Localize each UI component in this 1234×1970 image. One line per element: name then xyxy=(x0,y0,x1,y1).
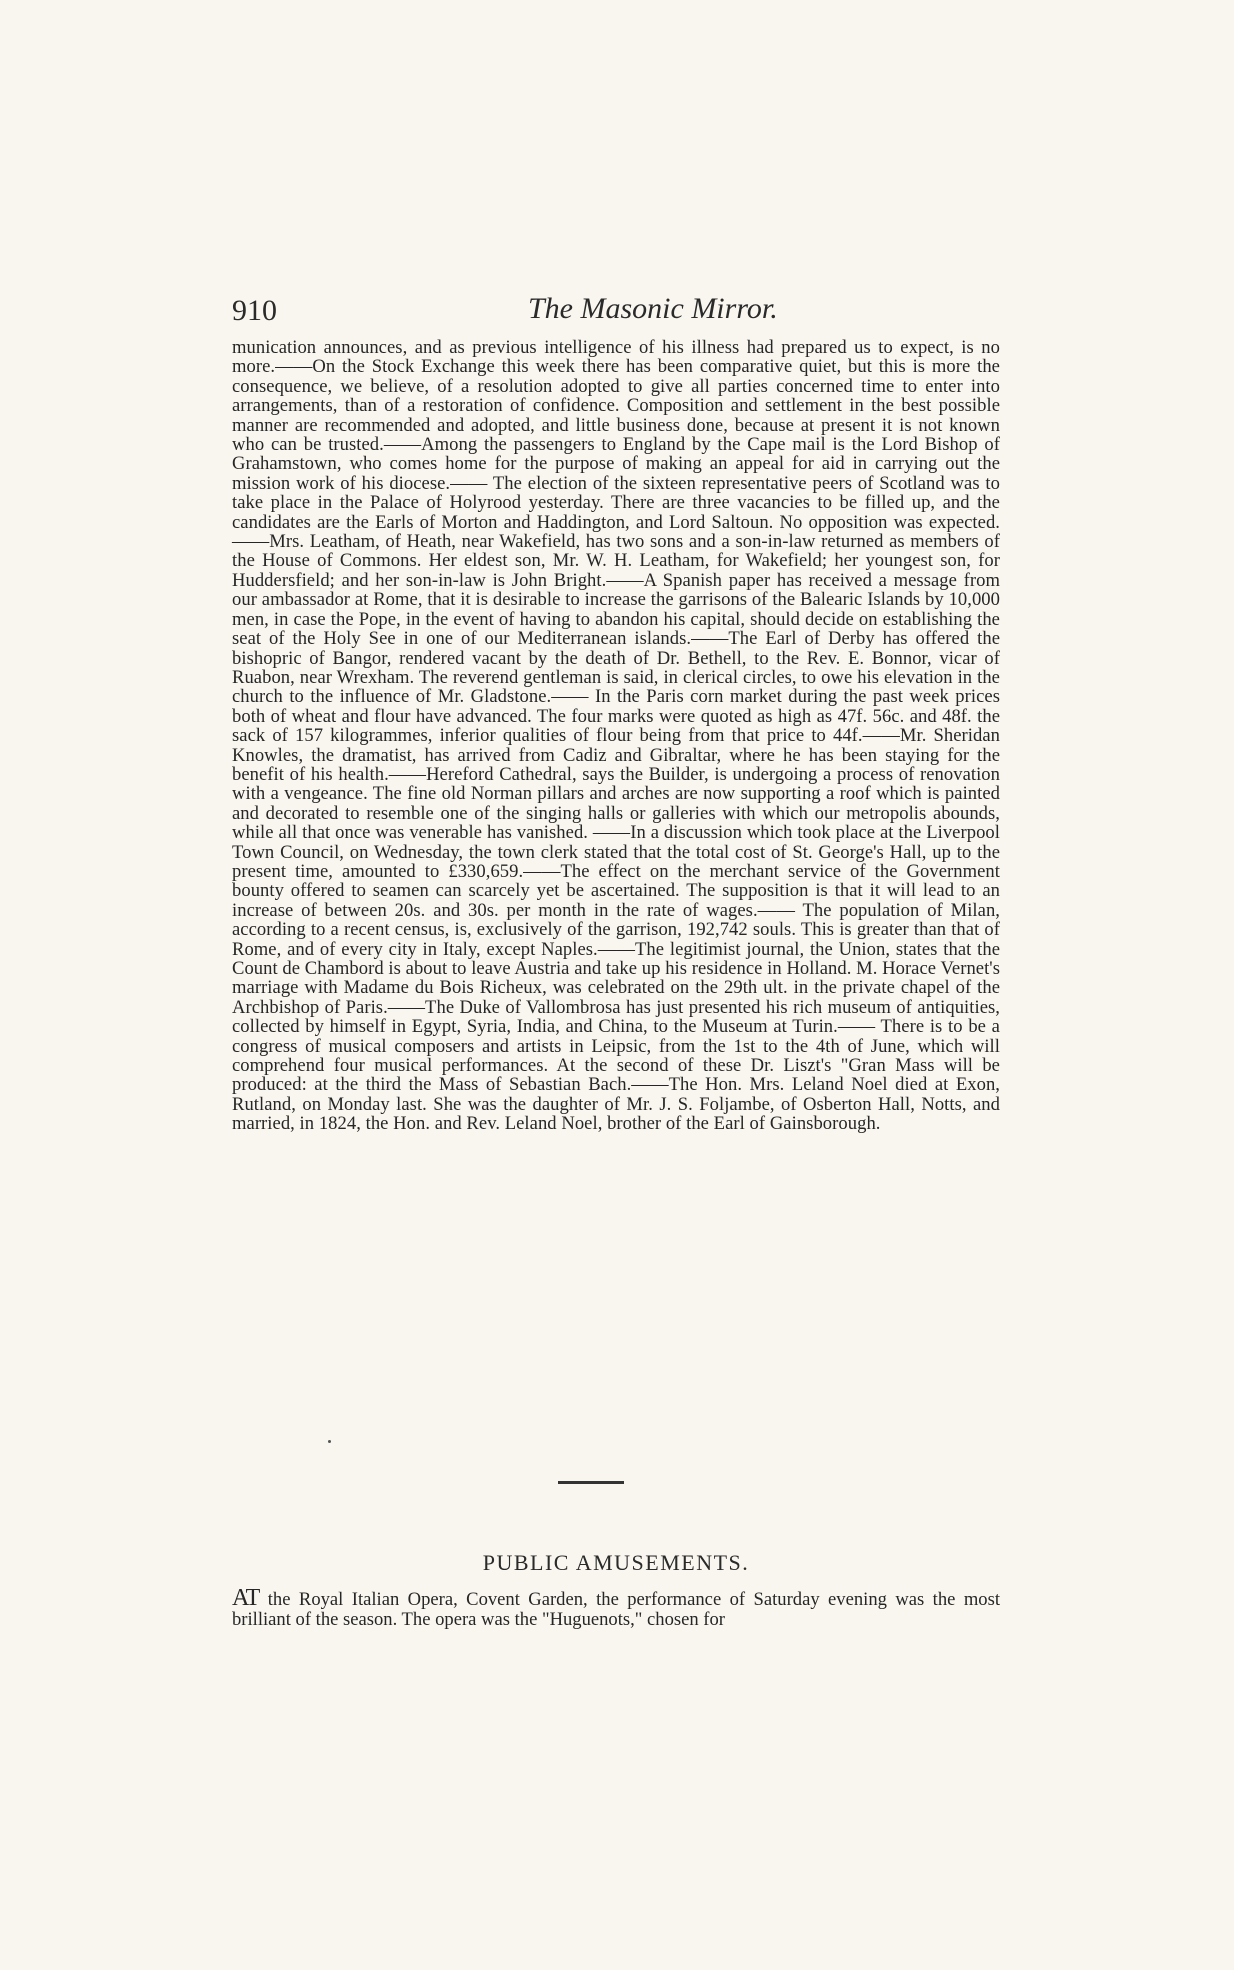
section-heading: PUBLIC AMUSEMENTS. xyxy=(482,1550,750,1575)
section-text: the Royal Italian Opera, Covent Garden, the performance of Saturday evening was the most brilliant of the season. The opera was the "Huguenots," chosen for xyxy=(232,1589,1000,1630)
news-column xyxy=(232,338,1000,1134)
section-paragraph xyxy=(232,1585,1000,1630)
section-initial: AT xyxy=(232,1585,260,1611)
section-divider xyxy=(558,1481,624,1484)
page-number: 910 xyxy=(232,294,277,327)
section-paragraph-text xyxy=(232,1585,1000,1630)
running-title: The Masonic Mirror. xyxy=(528,292,778,325)
news-paragraph: munication announces, and as previous intelligence of his illness had prepared us to expect, is no more.——On the Stock Exchange this week there has been comparative quiet, but this is more the consequence, we believe, of a resolution adopted to give all parties concerned time to enter into arrangements, than of a restoration of confidence. Composition and settlement in the best possible manner are recommended and adopted, and little business done, because at present it is not known who can be trusted.——Among the passengers to England by the Cape mail is the Lord Bishop of Grahamstown, who comes home for the purpose of making an appeal for aid in carrying out the mission work of his diocese.—— The election of the sixteen representative peers of Scotland was to take place in the Palace of Holyrood yesterday. There are three vacancies to be filled up, and the candidates are the Earls of Morton and Haddington, and Lord Saltoun. No opposition was expected.——Mrs. Leatham, of Heath, near Wakefield, has two sons and a son-in-law returned as members of the House of Commons. Her eldest son, Mr. W. H. Leatham, for Wakefield; her youngest son, for Huddersfield; and her son-in-law is John Bright.——A Spanish paper has received a message from our ambassador at Rome, that it is desirable to increase the garrisons of the Balearic Islands by 10,000 men, in case the Pope, in the event of having to abandon his capital, should decide on establishing the seat of the Holy See in one of our Mediterranean islands.——The Earl of Derby has offered the bishopric of Bangor, rendered vacant by the death of Dr. Bethell, to the Rev. E. Bonnor, vicar of Ruabon, near Wrexham. The reverend gentleman is said, in clerical circles, to owe his elevation in the church to the influence of Mr. Gladstone.—— In the Paris corn market during the past week prices both of wheat and flour have advanced. The four marks were quoted as high as 47f. 56c. and 48f. the sack of 157 kilogrammes, inferior qualities of flour being from that price to 44f.——Mr. Sheridan Knowles, the dramatist, has arrived from Cadiz and Gibraltar, where he has been staying for the benefit of his health.——Hereford Cathedral, says the Builder, is undergoing a process of renovation with a vengeance. The fine old Norman pillars and arches are now supporting a roof which is painted and decorated to resemble one of the singing halls or galleries with which our metropolis abounds, while all that once was venerable has vanished. ——In a discussion which took place at the Liverpool Town Council, on Wednesday, the town clerk stated that the total cost of St. George's Hall, up to the present time, amounted to £330,659.——The effect on the merchant service of the Government bounty offered to seamen can scarcely yet be ascertained. The supposition is that it will lead to an increase of between 20s. and 30s. per month in the rate of wages.—— The population of Milan, according to a recent census, is, exclusively of the garrison, 192,742 souls. This is greater than that of Rome, and of every city in Italy, except Naples.——The legitimist journal, the Union, states that the Count de Chambord is about to leave Austria and take up his residence in Holland. M. Horace Vernet's marriage with Madame du Bois Richeux, was celebrated on the 29th ult. in the private chapel of the Archbishop of Paris.——The Duke of Vallombrosa has just presented his rich museum of antiquities, collected by himself in Egypt, Syria, India, and China, to the Museum at Turin.—— There is to be a congress of musical composers and artists in Leipsic, from the 1st to the 4th of June, which will comprehend four musical performances. At the second of these Dr. Liszt's "Gran Mass will be produced: at the third the Mass of Sebastian Bach.——The Hon. Mrs. Leland Noel died at Exon, Rutland, on Monday last. She was the daughter of Mr. J. S. Foljambe, of Osberton Hall, Notts, and married, in 1824, the Hon. and Rev. Leland Noel, brother of the Earl of Gainsborough. xyxy=(232,337,1000,1135)
print-speck xyxy=(328,1440,331,1443)
